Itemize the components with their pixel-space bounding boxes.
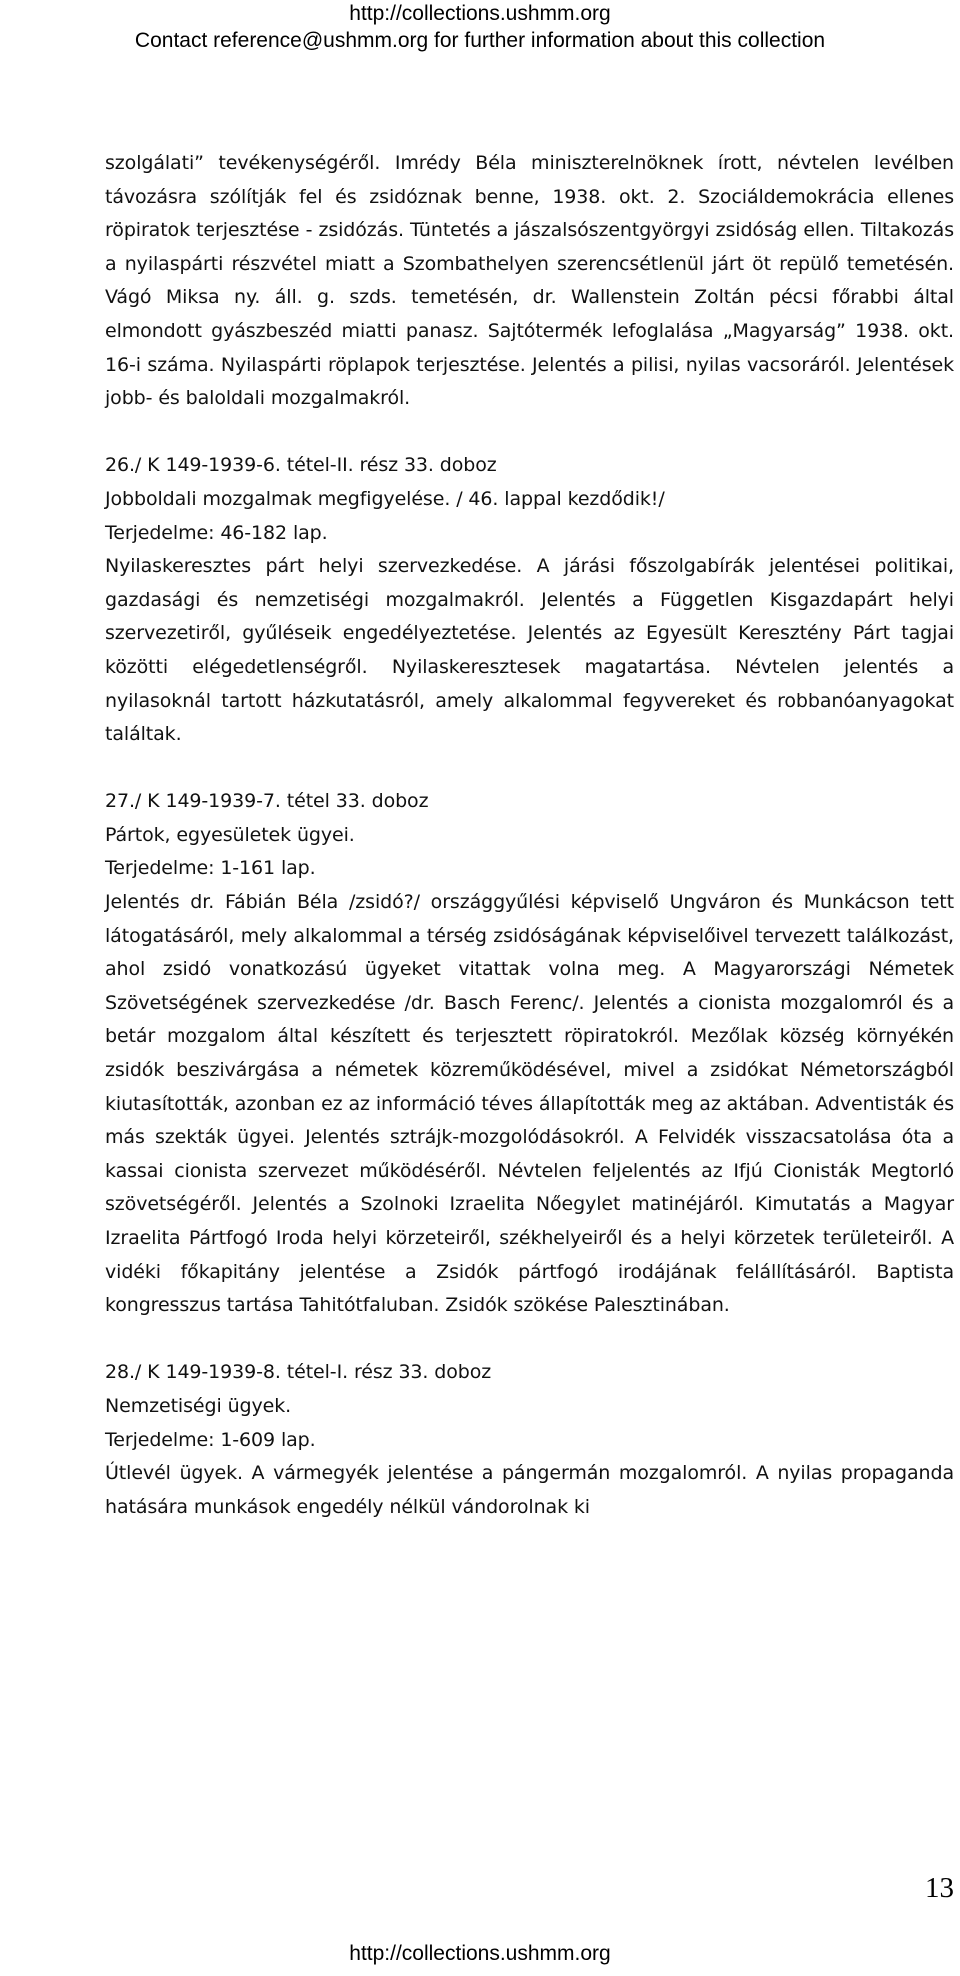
entry-reference: 27./ K 149-1939-7. tétel 33. doboz bbox=[105, 790, 429, 813]
entry-description: Jelentés dr. Fábián Béla /zsidó?/ országgyűlési képviselő Ungváron és Munkácson tett látogatásáról, mely alkalommal a térség zsidóságának képviselőivel tervezett találkozást, ahol zsidó vonatkozású ügyeket vitattak volna meg. A Magyarországi Németek Szövetségének szervezkedése /dr. Basch Ferenc/. Jelentés a cionista mozgalomról és a betár mozgalom által készített és terjesztett röpiratokról. Mezőlak község környékén zsidók beszivárgása a németek közreműködésével, mivel a zsidókat Németországból kiutasították, azonban ez az információ téves állapították meg az aktában. Adventisták és más szekták ügyei. Jelentés sztrájk-mozgolódásokról. A Felvidék visszacsatolása óta a kassai cionista szervezet működéséről. Névtelen feljelentés az Ifjú Cionisták Megtorló szövetségéről. Jelentés a Szolnoki Izraelita Nőegylet matinéjáról. Kimutatás a Magyar Izraelita Pártfogó Iroda helyi körzeteiről, székhelyeiről és a helyi körzetek területeiről. A vidéki főkapitány jelentése a Zsidók pártfogó irodájának felállításáról. Baptista kongresszus tartása Tahitótfaluban. Zsidók szökése Palesztinában. bbox=[105, 891, 954, 1317]
entry-reference: 26./ K 149-1939-6. tétel-II. rész 33. doboz bbox=[105, 454, 497, 477]
header-contact: Contact reference@ushmm.org for further information about this collection bbox=[134, 29, 826, 52]
archive-entry-28 bbox=[105, 1356, 954, 1524]
footer-url: http://collections.ushmm.org bbox=[349, 1942, 611, 1965]
archive-entry-26 bbox=[105, 449, 954, 751]
archive-entry-27 bbox=[105, 785, 954, 1323]
spacer bbox=[105, 752, 954, 786]
entry-extent: Terjedelme: 1-161 lap. bbox=[105, 857, 316, 880]
entry-subject: Pártok, egyesületek ügyei. bbox=[105, 823, 355, 846]
entry-description: Útlevél ügyek. A vármegyék jelentése a pángermán mozgalomról. A nyilas propaganda hatására munkások engedély nélkül vándorolnak ki bbox=[105, 1462, 954, 1518]
spacer bbox=[105, 416, 954, 450]
entry-extent: Terjedelme: 1-609 lap. bbox=[105, 1428, 316, 1451]
intro-paragraph: szolgálati” tevékenységéről. Imrédy Béla miniszterelnöknek írott, névtelen levélben távozásra szólítják fel és zsidóznak benne, 1938. okt. 2. Szociáldemokrácia ellenes röpiratok terjesztése - zsidózás. Tüntetés a jászalsószentgyörgyi zsidóság ellen. Tiltakozás a nyilaspárti részvétel miatt a Szombathelyen szerencsétlenül járt öt repülő temetésén. Vágó Miksa ny. áll. g. szds. temetésén, dr. Wallenstein Zoltán pécsi főrabbi által elmondott gyászbeszéd miatti panasz. Sajtótermék lefoglalása „Magyarság” 1938. okt. 16-i száma. Nyilaspárti röplapok terjesztése. Jelentés a pilisi, nyilas vacsoráról. Jelentések jobb- és baloldali mozgalmakról. bbox=[105, 152, 954, 410]
spacer bbox=[105, 1323, 954, 1357]
document-body bbox=[105, 147, 954, 1524]
entry-subject: Nemzetiségi ügyek. bbox=[105, 1394, 292, 1417]
entry-extent: Terjedelme: 46-182 lap. bbox=[105, 521, 328, 544]
entry-reference: 28./ K 149-1939-8. tétel-I. rész 33. doboz bbox=[105, 1361, 492, 1384]
page-number: 13 bbox=[925, 1872, 954, 1904]
entry-subject: Jobboldali mozgalmak megfigyelése. / 46. lappal kezdődik!/ bbox=[105, 487, 665, 510]
collection-header bbox=[0, 0, 960, 54]
header-url: http://collections.ushmm.org bbox=[349, 2, 611, 25]
entry-description: Nyilaskeresztes párt helyi szervezkedése. A járási főszolgabírák jelentései politikai, gazdasági és nemzetiségi mozgalmakról. Jelentés a Független Kisgazdapárt helyi szervezetiről, gyűléseik engedélyeztetése. Jelentés az Egyesült Keresztény Párt tagjai közötti elégedetlenségről. Nyilaskeresztesek magatartása. Névtelen jelentés a nyilasoknál tartott házkutatásról, amely alkalommal fegyvereket és robbanóanyagokat találtak. bbox=[105, 555, 954, 746]
